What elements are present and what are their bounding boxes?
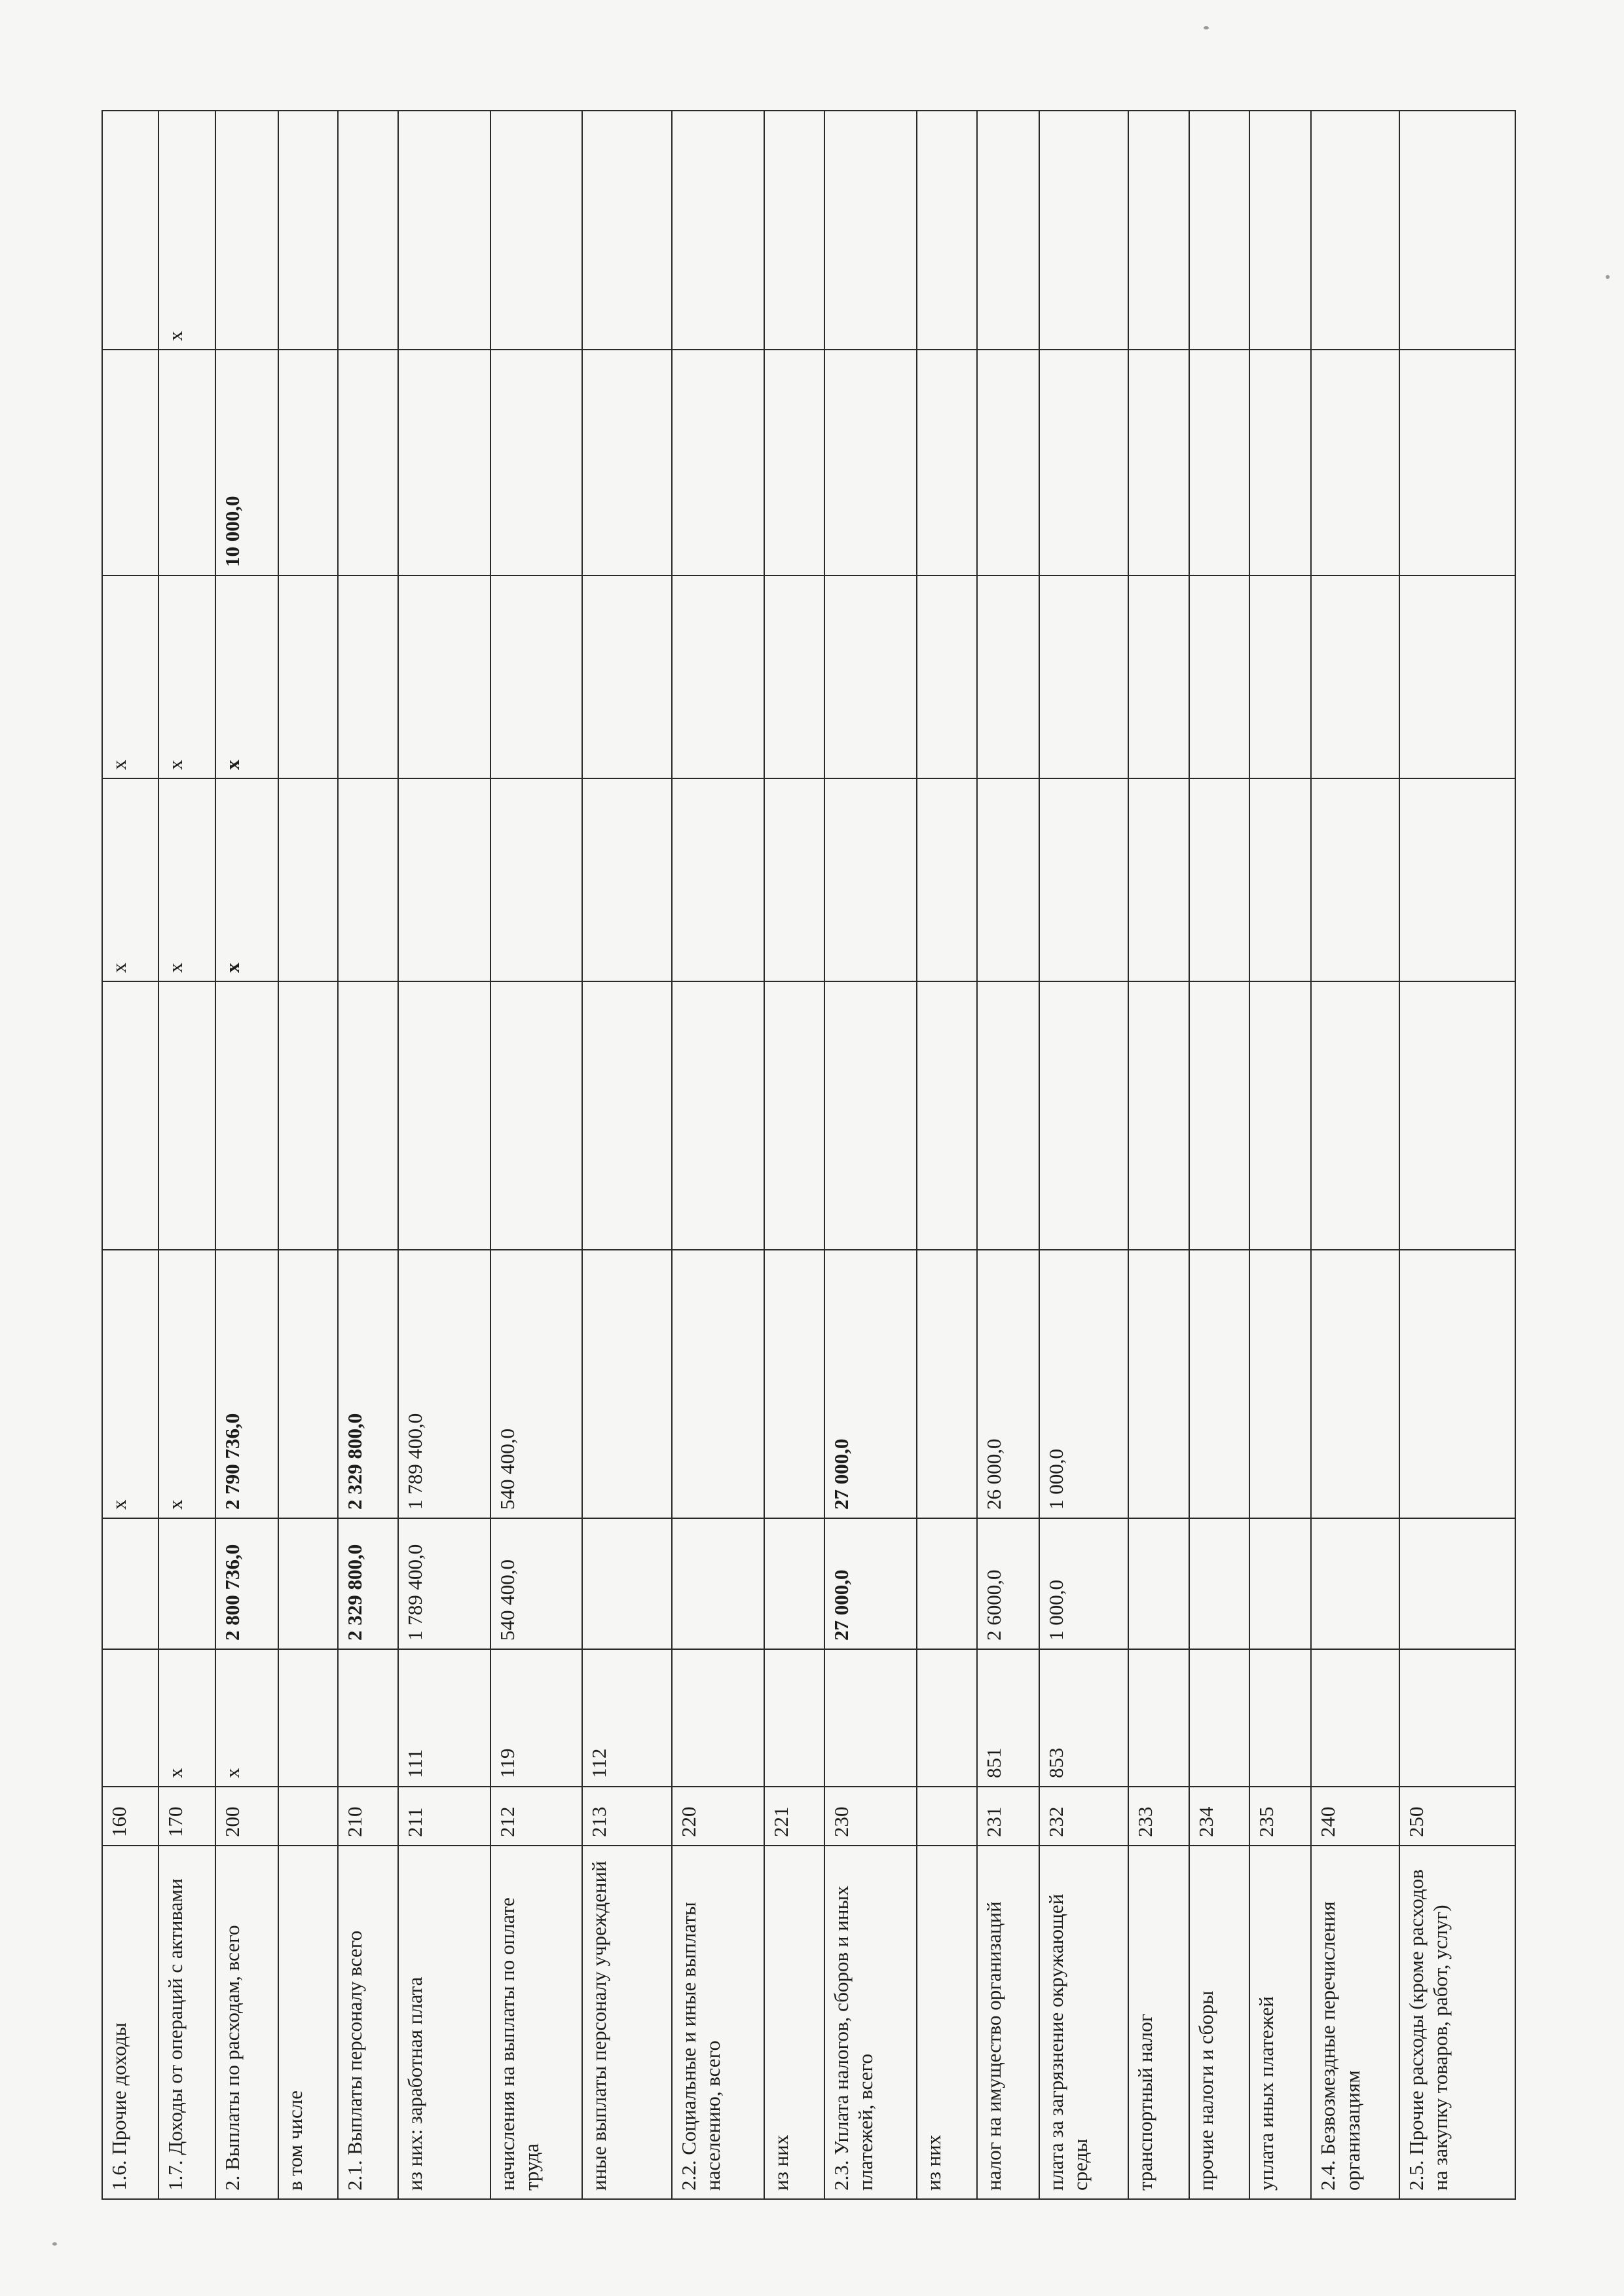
capital-investment-cell bbox=[338, 575, 398, 778]
grants-cell bbox=[977, 111, 1039, 350]
oms-cell bbox=[278, 778, 337, 981]
targeted-subsidy-cell bbox=[158, 981, 215, 1250]
capital-investment-cell bbox=[764, 575, 824, 778]
grants-cell bbox=[398, 111, 490, 350]
grants-cell bbox=[672, 111, 764, 350]
oms-cell bbox=[490, 778, 583, 981]
kbk-code-cell bbox=[1189, 1649, 1249, 1787]
total-cell: 2 6000,0 bbox=[977, 1518, 1039, 1649]
targeted-subsidy-cell bbox=[764, 981, 824, 1250]
capital-investment-cell bbox=[1039, 575, 1129, 778]
targeted-subsidy-cell bbox=[824, 981, 917, 1250]
kbk-code-cell bbox=[278, 1649, 337, 1787]
capital-investment-cell bbox=[1249, 575, 1311, 778]
subsidy-cell: 540 400,0 bbox=[490, 1250, 583, 1518]
grants-cell bbox=[338, 111, 398, 350]
table-row bbox=[582, 111, 672, 2199]
grants-cell bbox=[1128, 111, 1189, 350]
row-code-cell: 220 bbox=[672, 1787, 764, 1846]
targeted-subsidy-cell bbox=[278, 981, 337, 1250]
subsidy-cell bbox=[1128, 1250, 1189, 1518]
row-name-cell: в том числе bbox=[278, 1846, 337, 2199]
row-code-cell: 213 bbox=[582, 1787, 672, 1846]
oms-cell: x bbox=[215, 778, 278, 981]
kbk-code-cell: 851 bbox=[977, 1649, 1039, 1787]
income-activity-cell bbox=[1189, 350, 1249, 575]
targeted-subsidy-cell bbox=[215, 981, 278, 1250]
kbk-code-cell bbox=[824, 1649, 917, 1787]
total-cell: 2 800 736,0 bbox=[215, 1518, 278, 1649]
income-activity-cell bbox=[338, 350, 398, 575]
income-activity-cell bbox=[278, 350, 337, 575]
row-name-cell: уплата иных платежей bbox=[1249, 1846, 1311, 2199]
table-row bbox=[278, 111, 337, 2199]
total-cell bbox=[582, 1518, 672, 1649]
subsidy-cell bbox=[672, 1250, 764, 1518]
kbk-code-cell: x bbox=[158, 1649, 215, 1787]
grants-cell bbox=[1311, 111, 1399, 350]
oms-cell: x bbox=[158, 778, 215, 981]
total-cell: 27 000,0 bbox=[824, 1518, 917, 1649]
capital-investment-cell bbox=[1311, 575, 1399, 778]
table-row bbox=[764, 111, 824, 2199]
table-row bbox=[917, 111, 977, 2199]
oms-cell bbox=[917, 778, 977, 981]
income-activity-cell bbox=[917, 350, 977, 575]
row-code-cell: 230 bbox=[824, 1787, 917, 1846]
grants-cell bbox=[1249, 111, 1311, 350]
income-activity-cell: 10 000,0 bbox=[215, 350, 278, 575]
row-name-cell: иные выплаты персоналу учреждений bbox=[582, 1846, 672, 2199]
income-activity-cell bbox=[1311, 350, 1399, 575]
table-row bbox=[824, 111, 917, 2199]
grants-cell bbox=[490, 111, 583, 350]
table-row bbox=[672, 111, 764, 2199]
kbk-code-cell: 111 bbox=[398, 1649, 490, 1787]
kbk-code-cell bbox=[338, 1649, 398, 1787]
income-activity-cell bbox=[1039, 350, 1129, 575]
oms-cell bbox=[1189, 778, 1249, 981]
capital-investment-cell bbox=[1128, 575, 1189, 778]
kbk-code-cell: x bbox=[215, 1649, 278, 1787]
targeted-subsidy-cell bbox=[1399, 981, 1515, 1250]
targeted-subsidy-cell bbox=[582, 981, 672, 1250]
row-code-cell: 235 bbox=[1249, 1787, 1311, 1846]
oms-cell bbox=[977, 778, 1039, 981]
grants-cell bbox=[764, 111, 824, 350]
subsidy-cell bbox=[1399, 1250, 1515, 1518]
total-cell bbox=[672, 1518, 764, 1649]
table-row bbox=[1189, 111, 1249, 2199]
targeted-subsidy-cell bbox=[102, 981, 158, 1250]
total-cell bbox=[158, 1518, 215, 1649]
subsidy-cell: 1 000,0 bbox=[1039, 1250, 1129, 1518]
oms-cell bbox=[1128, 778, 1189, 981]
row-code-cell: 250 bbox=[1399, 1787, 1515, 1846]
capital-investment-cell: x bbox=[215, 575, 278, 778]
oms-cell bbox=[764, 778, 824, 981]
kbk-code-cell bbox=[1249, 1649, 1311, 1787]
oms-cell bbox=[1311, 778, 1399, 981]
subsidy-cell: 26 000,0 bbox=[977, 1250, 1039, 1518]
capital-investment-cell bbox=[824, 575, 917, 778]
grants-cell bbox=[102, 111, 158, 350]
row-code-cell: 212 bbox=[490, 1787, 583, 1846]
income-activity-cell bbox=[1249, 350, 1311, 575]
oms-cell bbox=[1399, 778, 1515, 981]
oms-cell bbox=[582, 778, 672, 981]
subsidy-cell: 27 000,0 bbox=[824, 1250, 917, 1518]
total-cell: 540 400,0 bbox=[490, 1518, 583, 1649]
targeted-subsidy-cell bbox=[1311, 981, 1399, 1250]
kbk-code-cell: 112 bbox=[582, 1649, 672, 1787]
subsidy-cell: x bbox=[158, 1250, 215, 1518]
row-name-cell: прочие налоги и сборы bbox=[1189, 1846, 1249, 2199]
row-code-cell: 233 bbox=[1128, 1787, 1189, 1846]
grants-cell bbox=[917, 111, 977, 350]
subsidy-cell bbox=[582, 1250, 672, 1518]
total-cell bbox=[917, 1518, 977, 1649]
subsidy-cell bbox=[917, 1250, 977, 1518]
kbk-code-cell: 853 bbox=[1039, 1649, 1129, 1787]
targeted-subsidy-cell bbox=[1249, 981, 1311, 1250]
kbk-code-cell bbox=[102, 1649, 158, 1787]
grants-cell bbox=[582, 111, 672, 350]
capital-investment-cell bbox=[582, 575, 672, 778]
oms-cell bbox=[398, 778, 490, 981]
kbk-code-cell bbox=[1128, 1649, 1189, 1787]
grants-cell bbox=[824, 111, 917, 350]
oms-cell bbox=[1039, 778, 1129, 981]
table-row bbox=[1039, 111, 1129, 2199]
kbk-code-cell bbox=[1399, 1649, 1515, 1787]
total-cell bbox=[278, 1518, 337, 1649]
income-activity-cell bbox=[102, 350, 158, 575]
targeted-subsidy-cell bbox=[1189, 981, 1249, 1250]
targeted-subsidy-cell bbox=[672, 981, 764, 1250]
oms-cell bbox=[1249, 778, 1311, 981]
table-row bbox=[158, 111, 215, 2199]
table-row bbox=[977, 111, 1039, 2199]
capital-investment-cell bbox=[490, 575, 583, 778]
row-code-cell bbox=[278, 1787, 337, 1846]
income-activity-cell bbox=[764, 350, 824, 575]
kbk-code-cell: 119 bbox=[490, 1649, 583, 1787]
capital-investment-cell: x bbox=[158, 575, 215, 778]
total-cell: 1 789 400,0 bbox=[398, 1518, 490, 1649]
table-row bbox=[1399, 111, 1515, 2199]
row-code-cell: 211 bbox=[398, 1787, 490, 1846]
total-cell bbox=[1189, 1518, 1249, 1649]
oms-cell bbox=[824, 778, 917, 981]
targeted-subsidy-cell bbox=[338, 981, 398, 1250]
row-name-cell: транспортный налог bbox=[1128, 1846, 1189, 2199]
oms-cell bbox=[672, 778, 764, 981]
kbk-code-cell bbox=[672, 1649, 764, 1787]
row-name-cell: 2. Выплаты по расходам, всего bbox=[215, 1846, 278, 2199]
total-cell: 1 000,0 bbox=[1039, 1518, 1129, 1649]
subsidy-cell bbox=[1189, 1250, 1249, 1518]
row-name-cell: 1.7. Доходы от операций с активами bbox=[158, 1846, 215, 2199]
capital-investment-cell bbox=[1399, 575, 1515, 778]
grants-cell bbox=[1189, 111, 1249, 350]
income-activity-cell bbox=[1128, 350, 1189, 575]
targeted-subsidy-cell bbox=[977, 981, 1039, 1250]
subsidy-cell: 2 329 800,0 bbox=[338, 1250, 398, 1518]
row-name-cell: 1.6. Прочие доходы bbox=[102, 1846, 158, 2199]
subsidy-cell bbox=[278, 1250, 337, 1518]
total-cell bbox=[1128, 1518, 1189, 1649]
scan-speck bbox=[1606, 275, 1610, 279]
row-name-cell: начисления на выплаты по оплате труда bbox=[490, 1846, 583, 2199]
row-name-cell: из них bbox=[764, 1846, 824, 2199]
table-row bbox=[102, 111, 158, 2199]
total-cell bbox=[764, 1518, 824, 1649]
subsidy-cell: x bbox=[102, 1250, 158, 1518]
grants-cell bbox=[1039, 111, 1129, 350]
row-code-cell: 200 bbox=[215, 1787, 278, 1846]
capital-investment-cell: x bbox=[102, 575, 158, 778]
table-row bbox=[398, 111, 490, 2199]
row-name-cell: плата за загрязнение окружающей среды bbox=[1039, 1846, 1129, 2199]
table-row bbox=[1311, 111, 1399, 2199]
scan-speck bbox=[52, 2242, 57, 2246]
grants-cell: x bbox=[158, 111, 215, 350]
table-row bbox=[338, 111, 398, 2199]
total-cell: 2 329 800,0 bbox=[338, 1518, 398, 1649]
income-activity-cell bbox=[1399, 350, 1515, 575]
income-activity-cell bbox=[158, 350, 215, 575]
table-row bbox=[1249, 111, 1311, 2199]
total-cell bbox=[1249, 1518, 1311, 1649]
table-row bbox=[1128, 111, 1189, 2199]
row-code-cell: 234 bbox=[1189, 1787, 1249, 1846]
oms-cell bbox=[338, 778, 398, 981]
grants-cell bbox=[1399, 111, 1515, 350]
row-code-cell: 210 bbox=[338, 1787, 398, 1846]
total-cell bbox=[1399, 1518, 1515, 1649]
grants-cell bbox=[215, 111, 278, 350]
targeted-subsidy-cell bbox=[490, 981, 583, 1250]
row-name-cell: 2.5. Прочие расходы (кроме расходов на закупку товаров, работ, услуг) bbox=[1399, 1846, 1515, 2199]
income-activity-cell bbox=[977, 350, 1039, 575]
capital-investment-cell bbox=[977, 575, 1039, 778]
income-activity-cell bbox=[582, 350, 672, 575]
income-activity-cell bbox=[672, 350, 764, 575]
row-code-cell: 231 bbox=[977, 1787, 1039, 1846]
row-code-cell bbox=[917, 1787, 977, 1846]
targeted-subsidy-cell bbox=[1039, 981, 1129, 1250]
subsidy-cell bbox=[1249, 1250, 1311, 1518]
targeted-subsidy-cell bbox=[398, 981, 490, 1250]
subsidy-cell bbox=[764, 1250, 824, 1518]
table-row bbox=[215, 111, 278, 2199]
targeted-subsidy-cell bbox=[1128, 981, 1189, 1250]
subsidy-cell: 1 789 400,0 bbox=[398, 1250, 490, 1518]
row-name-cell: из них bbox=[917, 1846, 977, 2199]
income-activity-cell bbox=[490, 350, 583, 575]
capital-investment-cell bbox=[1189, 575, 1249, 778]
capital-investment-cell bbox=[398, 575, 490, 778]
total-cell bbox=[1311, 1518, 1399, 1649]
capital-investment-cell bbox=[278, 575, 337, 778]
subsidy-cell bbox=[1311, 1250, 1399, 1518]
subsidy-cell: 2 790 736,0 bbox=[215, 1250, 278, 1518]
kbk-code-cell bbox=[917, 1649, 977, 1787]
capital-investment-cell bbox=[672, 575, 764, 778]
capital-investment-cell bbox=[917, 575, 977, 778]
row-name-cell: 2.1. Выплаты персоналу всего bbox=[338, 1846, 398, 2199]
row-name-cell: 2.3. Уплата налогов, сборов и иных платежей, всего bbox=[824, 1846, 917, 2199]
row-code-cell: 240 bbox=[1311, 1787, 1399, 1846]
row-code-cell: 160 bbox=[102, 1787, 158, 1846]
targeted-subsidy-cell bbox=[917, 981, 977, 1250]
rotated-table-wrapper bbox=[101, 111, 1516, 2200]
row-name-cell: 2.4. Безвозмездные перечисления организациям bbox=[1311, 1846, 1399, 2199]
total-cell bbox=[102, 1518, 158, 1649]
row-name-cell: из них: заработная плата bbox=[398, 1846, 490, 2199]
financial-plan-table bbox=[101, 110, 1516, 2200]
scan-speck bbox=[1204, 26, 1209, 29]
row-code-cell: 221 bbox=[764, 1787, 824, 1846]
row-code-cell: 232 bbox=[1039, 1787, 1129, 1846]
row-name-cell: 2.2. Социальные и иные выплаты населению, всего bbox=[672, 1846, 764, 2199]
income-activity-cell bbox=[824, 350, 917, 575]
kbk-code-cell bbox=[764, 1649, 824, 1787]
oms-cell: x bbox=[102, 778, 158, 981]
grants-cell bbox=[278, 111, 337, 350]
table-row bbox=[490, 111, 583, 2199]
row-code-cell: 170 bbox=[158, 1787, 215, 1846]
kbk-code-cell bbox=[1311, 1649, 1399, 1787]
income-activity-cell bbox=[398, 350, 490, 575]
row-name-cell: налог на имущество организаций bbox=[977, 1846, 1039, 2199]
